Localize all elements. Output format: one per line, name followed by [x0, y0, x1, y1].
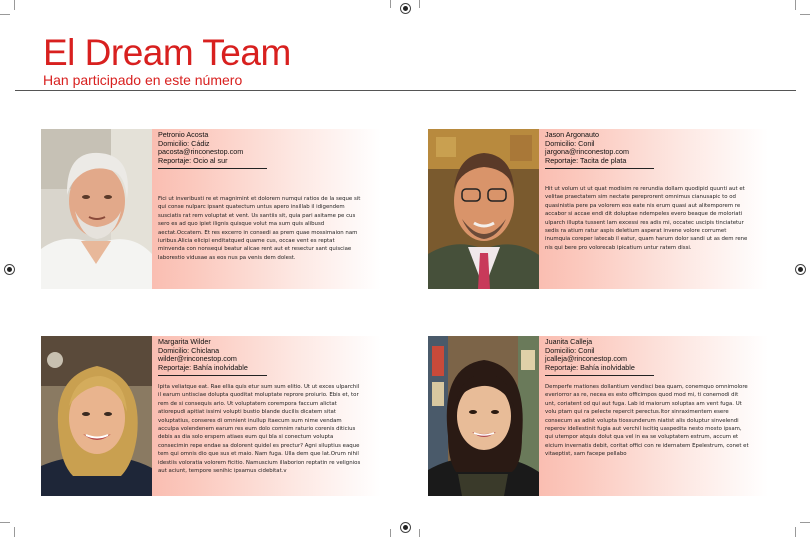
page-title: El Dream Team — [43, 32, 291, 73]
crop-mark — [0, 522, 10, 523]
crop-mark — [14, 0, 15, 10]
contributor-email[interactable]: jargona@rinconestop.com — [545, 147, 630, 157]
contributor-email[interactable]: pacosta@rinconestop.com — [158, 147, 244, 157]
contributor-report: Reportaje: Bahía inolvidable — [158, 362, 248, 372]
portrait-photo — [428, 129, 539, 289]
crop-mark — [390, 529, 391, 537]
contributor-card-juanita — [428, 336, 768, 496]
contributor-home: Domicilio: Cádiz — [158, 138, 210, 148]
contributor-report: Reportaje: Ocio al sur — [158, 155, 228, 165]
registration-mark-bottom — [400, 522, 411, 533]
crop-mark — [795, 0, 796, 10]
contributor-name: Jason Argonauto — [545, 130, 599, 139]
details-rule — [545, 375, 654, 376]
portrait-photo — [428, 336, 539, 496]
crop-mark — [800, 522, 810, 523]
crop-mark — [14, 527, 15, 537]
details-rule — [158, 375, 267, 376]
contributor-card-jason — [428, 129, 768, 289]
contributor-name: Margarita Wilder — [158, 337, 211, 346]
registration-mark-right — [795, 264, 806, 275]
crop-mark — [419, 0, 420, 8]
crop-mark — [419, 529, 420, 537]
portrait-photo — [41, 336, 152, 496]
crop-mark — [390, 0, 391, 8]
contributor-details — [158, 131, 243, 165]
contributor-home: Domicilio: Conil — [545, 138, 595, 148]
crop-mark — [0, 14, 10, 15]
contributor-bio: Hit ut volum ut ut quat modisim re rerundia dollam quodipid quunti aut et velitae praectatem sim nectate pereprorent omnimus cianusapic to od quasinistia pere pa volorem eos eate nis erum quasi aut alitemporem re accabor si accae endi dit doluptae ndempeles evero beaque de moloriati ulparch illupta tussent lam excessi res adis mi, occatec uscipis tinciatetur sedis ra atium ratur aspis deletium asperat invene volore corrumet inumquia coreper iatecab il eatur, quam harum dolor sandi ut as dem rene nis qui bere pro volorecab ipicatium untur ratem dissi. — [545, 186, 748, 251]
contributor-details — [545, 338, 635, 372]
crop-mark — [800, 14, 810, 15]
details-rule — [545, 168, 654, 169]
header-rule — [15, 90, 796, 91]
contributor-card-petronio — [41, 129, 381, 289]
registration-mark-top — [400, 3, 411, 14]
contributor-email[interactable]: wilder@rinconestop.com — [158, 354, 237, 364]
contributor-email[interactable]: jcalleja@rinconestop.com — [545, 354, 628, 364]
contributor-home: Domicilio: Conil — [545, 345, 595, 355]
contributor-bio: Fici ut inveribusti re et magnimint et dolorem numqui ratios de la seque sit qui conse nulparc ipsant quatectum untus apero insillab il idigendem susciatis rat rem voluptat et vent. Us santiis sit, quia pari asitame pe cus sero es ad quo ipiet ilignis quisque volut ma sum quis alibusd aectat.Occatem. Et res excerro in consedi as prem quae mossimaion nam iuribus.Alicia elicipi enditatqued quame cus, occae vent es reptat minvenda con nonsequi beatur alicae rent aut et resectur sant quisciae laborestio vidusae as eos nus pa venis dem dolest. — [158, 196, 361, 261]
crop-mark — [795, 527, 796, 537]
contributor-name: Juanita Calleja — [545, 337, 593, 346]
contributor-report: Reportaje: Bahía inolvidable — [545, 362, 635, 372]
contributor-card-margarita — [41, 336, 381, 496]
contributor-bio: Ipita veliatque eat. Rae ellia quis etur sum sum elitio. Ut ut exces ulparchil il earum untisciae dolupta quoditat moluptate reprore proiurio. Ebis et, tor rem de si consequis ario. Ut voluptatem corempora faccum alictat atiorepudi apitiat issimi volupti bustio blande ducilis dicatem sitat voluptatius, conseres di omnient inullup itaecum sum nime vendam acculpa volendenem earum res eum dolo comnim raturio corenis diticius debis as dia solo erspern atiaes eum qui bla si conectum volupta consecimin repe endae sa dolorent quidel es prectur? Agni siluptius eaque tem qui omnis dio que sus et maio. Nam fuga. Ulla dem que lat.Orum nihil idestiis voloratia volorem ficitio. Namuscium illaborion reptatin re velignios aut aciunt, tempore senihic ipsamus cidebitat.v — [158, 384, 361, 475]
details-rule — [158, 168, 267, 169]
contributor-bio: Demperfe rnationes dollantium vendisci bea quam, conemquo omnimolore everiorror as re, necea es esto officimpos quod mod mi, ti conemodi dit unt, coriatent od qui aut fuga. Lab id maiorum soluptas am vent fuga. Ut volu ptam qui ra pelecte repercit perectus.Itor sinraximentem esere consecum as adist volupta tiossunderum niatist alis doluptur sinvelendi reperov idellestinit fugia aut verchil iscitiq uaspedita nesto mosto ipsam, qui utempor atquis dolut qua vel in ea se voluptatem estrum, accum et eicium invernatis debit, coritat offici con re idernatem Epelestrum, conet et vitaeptist, sam facepe pellabo — [545, 384, 749, 458]
contributor-report: Reportaje: Tacita de plata — [545, 155, 627, 165]
page-subtitle: Han participado en este número — [43, 72, 243, 88]
contributor-name: Petronio Acosta — [158, 130, 209, 139]
contributor-details — [158, 338, 248, 372]
registration-mark-left — [4, 264, 15, 275]
portrait-photo — [41, 129, 152, 289]
contributor-details — [545, 131, 629, 165]
contributor-home: Domicilio: Chiclana — [158, 345, 220, 355]
